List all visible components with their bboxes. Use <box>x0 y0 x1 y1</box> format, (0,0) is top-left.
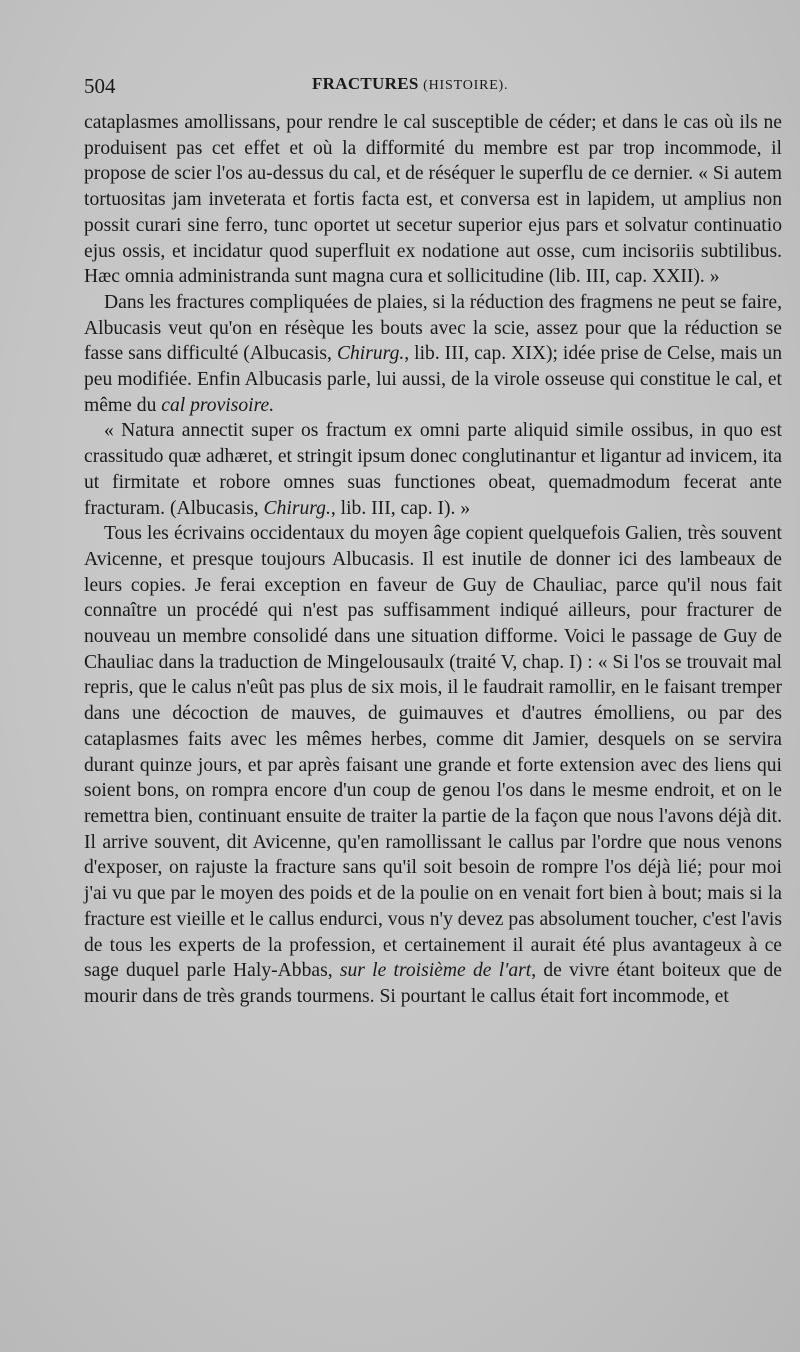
paragraph-guy-de-chauliac <box>84 521 782 1009</box>
text-segment: Chirurg. <box>336 343 405 365</box>
running-title <box>312 74 508 94</box>
text-segment: « Natura annectit super os fractum ex omni parte aliquid simile ossibus, in quo est crassitudo quæ adhæret, et stringit ipsum donec conglutinantur et ligantur ad invicem, ita ut firmitate et robore omnes suas functiones obeat, quemadmodum fecerat ante fracturam. (Albucasis, <box>84 420 782 519</box>
text-segment: , de vivre étant boiteux que de mourir dans de très grands tourmens. Si pourtant le callus était fort incommode, et <box>84 960 782 1007</box>
text-segment: cataplasmes amollissans, pour rendre le cal susceptible de céder; et dans le cas où ils ne produisent pas cet effet et où la difformité du membre est par trop incommode, il propose de scier l'os au-dessus du cal, et de réséquer le superflu de ce dernier. « Si autem tortuositas jam inveterata et fortis facta est, et conversa est in lapidem, ut amplius non possit curari sine ferro, tunc oportet ut secetur superior ejus pars et solvatur continuatio ejus ossis, et incidatur quod superfluit ex nodatione aut osse, cum incisoriis subtilibus. Hæc omnia administranda sunt magna cura et sollicitudine (lib. III, cap. XXII). » <box>84 112 782 288</box>
paragraph-continuation <box>84 110 782 290</box>
running-title-main: FRACTURES <box>312 74 419 93</box>
text-segment: Tous les écrivains occidentaux du moyen âge copient quelquefois Galien, très souvent Avicenne, et presque toujours Albucasis. Il est inutile de donner ici des lambeaux de leurs copies. Je ferai exception en faveur de Guy de Chauliac, parce qu'il nous fait connaître un procédé qui n'est pas suffisamment indiqué ailleurs, pour fracturer de nouveau un membre consolidé dans une situation difforme. Voici le passage de Guy de Chauliac dans la traduction de Mingelousaulx (traité V, chap. I) : « Si l'os se trouvait mal repris, que le calus n'eût pas plus de six mois, il le faudrait ramollir, en le faisant tremper dans une décoction de mauves, de guimauves et d'autres émolliens, ou par des cataplasmes faits avec les mêmes herbes, comme dit Jamier, desquels on se servira durant quinze jours, et par après faisant une grande et forte extension avec des liens qui soient bons, on rompra encore d'un coup de genou l'os dans le mesme endroit, et on le remettra bien, continuant ensuite de traiter la partie de la façon que nous l'avons déjà dit. Il arrive souvent, dit Avicenne, qu'en ramollissant le callus par l'ordre que nous venons d'exposer, on rajuste la fracture sans qu'il soit besoin de rompre l'os déjà lié; pour moi j'ai vu que par le moyen des poids et de la poulie on en venait fort bien à bout; mais si la fracture est vieille et le callus endurci, vous n'y devez pas absolument toucher, c'est l'avis de tous les experts de la profession, et certainement il aurait été plus avantageux à ce sage duquel parle Haly-Abbas, <box>84 523 782 982</box>
text-segment: , lib. III, cap. I). » <box>330 497 471 519</box>
paragraph-latin-quote <box>84 418 782 521</box>
text-segment: sur le troisième de l'art <box>339 960 532 982</box>
running-header <box>84 70 782 106</box>
running-title-sub: (HISTOIRE). <box>423 78 509 93</box>
text-segment: cal provisoire. <box>161 394 275 416</box>
body-text <box>84 110 782 1010</box>
text-segment: Chirurg. <box>263 497 331 519</box>
text-segment: , lib. III, cap. XIX); idée prise de Celse, mais un peu modifiée. Enfin Albucasis parle, lui aussi, de la virole osseuse qui constitue le cal, et même du <box>84 343 782 416</box>
page-number: 504 <box>84 74 116 98</box>
paragraph-albucasis-resection <box>84 290 782 419</box>
text-segment: Dans les fractures compliquées de plaies, si la réduction des fragmens ne peut se faire, Albucasis veut qu'on en résèque les bouts avec la scie, assez pour que la réduction se fasse sans difficulté (Albucasis, <box>84 291 782 365</box>
